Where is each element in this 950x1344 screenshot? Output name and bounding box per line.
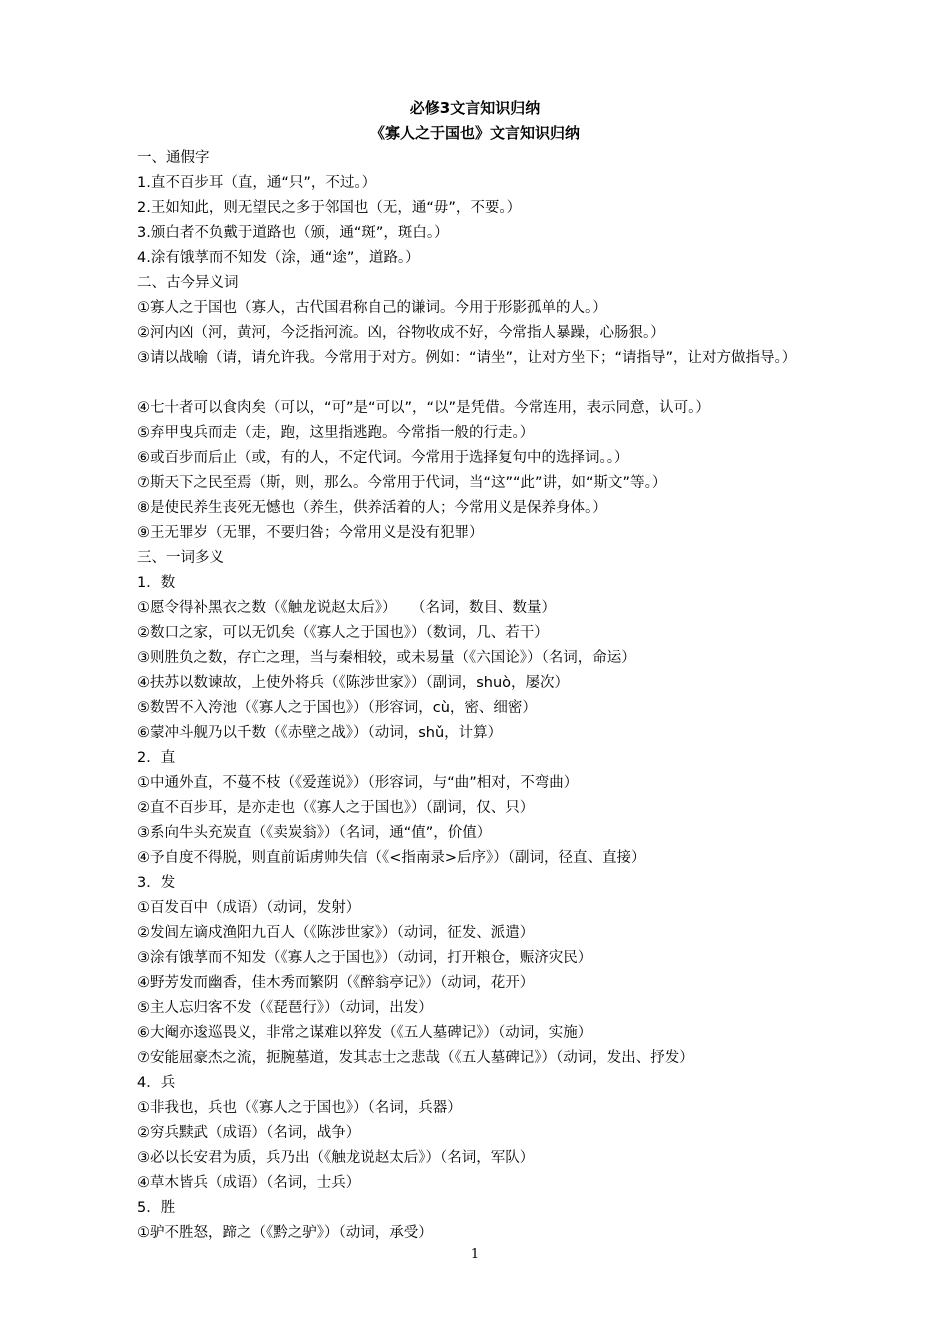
text-line: ④七十者可以食肉矣（可以，“可”是“可以”，“以”是凭借。今常连用，表示同意，认可。） [137,400,710,416]
text-line: ①非我也，兵也（《寡人之于国也》）（名词，兵器） [137,1100,462,1116]
text-line: ⑦安能屈豪杰之流，扼腕墓道，发其志士之悲哉（《五人墓碑记》）（动词，发出、抒发） [137,1050,694,1066]
text-line: ③请以战喻（请，请允许我。今常用于对方。例如：“请坐”，让对方坐下；“请指导”，让对方做指导。） [137,350,797,366]
text-line: ①寡人之于国也（寡人，古代国君称自己的谦词。今用于形影孤单的人。） [137,300,607,316]
title-block [0,96,950,146]
text-line: 2．直 [137,750,176,766]
text-line: 1.直不百步耳（直，通“只”，不过。） [137,175,377,191]
text-line: ②直不百步耳，是亦走也（《寡人之于国也》）（副词，仅、只） [137,800,535,816]
text-line: ①愿令得补黑衣之数（《触龙说赵太后》） （名词，数目、数量） [137,600,556,616]
text-line: ①百发百中（成语）（动词，发射） [137,900,361,916]
text-line: 4.涂有饿莩而不知发（涂，通“途”，道路。） [137,250,420,266]
text-line: ⑨王无罪岁（无罪，不要归咎；今常用义是没有犯罪） [137,525,484,541]
text-line: ④野芳发而幽香，佳木秀而繁阴（《醉翁亭记》）（动词，花开） [137,975,535,991]
text-line: 三、一词多义 [137,550,224,566]
text-line: ③系向牛头充炭直（《卖炭翁》）（名词，通“值”，价值） [137,825,492,841]
document-title: 必修3文言知识归纳 [409,99,541,117]
text-line: ⑦斯天下之民至焉（斯，则，那么。今常用于代词，当“这”“此”讲，如“斯文”等。） [137,475,667,491]
text-line: ⑤主人忘归客不发（《琵琶行》）（动词，出发） [137,1000,433,1016]
text-line: 4．兵 [137,1075,176,1091]
text-line: 2.王如知此，则无望民之多于邻国也（无，通“毋”，不要。） [137,200,522,216]
text-line: ⑥大阉亦逡巡畏义，非常之谋难以猝发（《五人墓碑记》）（动词，实施） [137,1025,593,1041]
page-number: 1 [470,1247,480,1262]
text-line: ⑥或百步而后止（或，有的人，不定代词。今常用于选择复句中的选择词。。） [137,450,629,466]
text-line: ②河内凶（河，黄河，今泛指河流。凶，谷物收成不好，今常指人暴躁，心肠狠。） [137,325,665,341]
text-line: ⑤弃甲曳兵而走（走，跑，这里指逃跑。今常指一般的行走。） [137,425,535,441]
text-line: 一、通假字 [137,150,210,166]
text-line: ③必以长安君为质，兵乃出（《触龙说赵太后》）（名词，军队） [137,1150,535,1166]
text-line: ⑥蒙冲斗舰乃以千数（《赤壁之战》）（动词，shǔ，计算） [137,725,503,741]
text-line: ③涂有饿莩而不知发（《寡人之于国也》）（动词，打开粮仓，赈济灾民） [137,950,593,966]
text-line: ⑤数罟不入洿池（《寡人之于国也》）（形容词，cù，密、细密） [137,700,537,716]
document-body [100,146,862,1246]
text-line: ②穷兵黩武（成语）（名词，战争） [137,1125,361,1141]
document-subtitle: 《寡人之于国也》文言知识归纳 [369,124,580,142]
text-line: ②数口之家，可以无饥矣（《寡人之于国也》）（数词，几、若干） [137,625,549,641]
text-line: ③则胜负之数，存亡之理，当与秦相较，或未易量（《六国论》）（名词，命运） [137,650,636,666]
text-line: 3．发 [137,875,176,891]
text-line: 1．数 [137,575,176,591]
text-line: ②发闾左谪戍渔阳九百人（《陈涉世家》）（动词，征发、派遣） [137,925,535,941]
text-line: 二、古今异义词 [137,275,239,291]
text-line: ⑧是使民养生丧死无憾也（养生，供养活着的人；今常用义是保养身体。） [137,500,607,516]
text-line: ①中通外直，不蔓不枝（《爱莲说》）（形容词，与“曲”相对，不弯曲） [137,775,579,791]
text-line: ④扶苏以数谏故，上使外将兵（《陈涉世家》）（副词，shuò，屡次） [137,675,570,691]
text-line: 3.颁白者不负戴于道路也（颁，通“斑”，斑白。） [137,225,449,241]
text-line: ①驴不胜怒，蹄之（《黔之驴》）（动词，承受） [137,1225,433,1241]
text-line: ④予自度不得脱，则直前诟虏帅失信（《<指南录>后序》）（副词，径直、直接） [137,850,646,866]
text-line: 5．胜 [137,1200,176,1216]
text-line: ④草木皆兵（成语）（名词，士兵） [137,1175,361,1191]
